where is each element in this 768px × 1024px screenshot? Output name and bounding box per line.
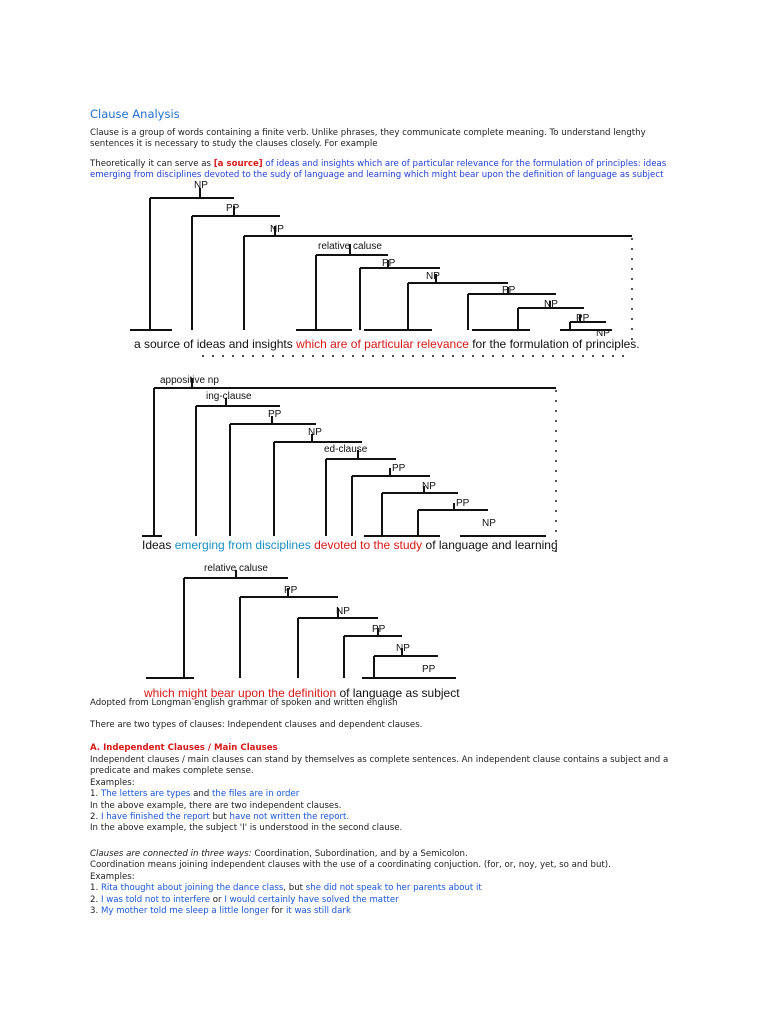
example-number: 1. (90, 789, 101, 800)
example-lead: Theoretically it can serve as (90, 159, 214, 169)
section-a-text: Independent clauses / main clauses can stand by themselves as complete sentences. An independent clause contains a subject and a predicate and makes complete sense. (90, 755, 669, 777)
tree1-label: NP (596, 328, 610, 339)
clause-text: The letters are types (100, 789, 191, 800)
tree2-sentence (142, 538, 558, 552)
tree2-label: PP (456, 498, 470, 509)
example-item (90, 789, 690, 800)
clause-types-paragraph: There are two types of clauses: Independent clauses and dependent clauses. (90, 720, 423, 730)
example-item (90, 895, 690, 906)
example-note: In the above example, there are two independent clauses. (90, 800, 342, 811)
tree1-label: PP (382, 258, 396, 269)
example-rest: of ideas and insights which are of particular relevance for the formulation of principles: ideas emerging from disciplines devoted to the sudy of language and learning which might bear upon the definition of language as subject (90, 159, 667, 181)
example-number: 1. (90, 883, 101, 894)
conjunction: , but (283, 883, 306, 894)
tree1-label: PP (502, 285, 516, 296)
clause-text: it was still dark (285, 906, 351, 917)
clause-tree-1 (120, 176, 640, 366)
tree2-label: PP (392, 463, 406, 474)
tree1-label: PP (226, 203, 240, 214)
clause-text: I have finished the report (100, 812, 210, 823)
clause-tree-3 (140, 560, 460, 702)
tree3-label: PP (372, 624, 386, 635)
example-note: In the above example, the subject 'I' is understood in the second clause. (90, 823, 403, 834)
examples-label: Examples: (90, 777, 135, 788)
tree2-sentence-part: of language and learning (422, 538, 558, 552)
coordination-definition: Coordination means joining independent clauses with the use of a coordinating conjuction. (for, or, noy, yet, so and but). (90, 860, 611, 871)
section-a-body (90, 755, 690, 835)
tree3-label: PP (284, 585, 298, 596)
clause-text: I was told not to interfere (100, 894, 211, 905)
tree1-sentence (134, 337, 640, 351)
example-highlight: [a source] (213, 159, 263, 169)
tree2-label: appositive np (160, 375, 219, 386)
example-item (90, 883, 690, 894)
clause-tree-2 (140, 370, 570, 556)
tree3-label: NP (336, 606, 350, 617)
tree2-sentence-part: Ideas (142, 538, 175, 552)
tree3-sentence-part: of language as subject (336, 686, 460, 700)
conjunction: but (209, 812, 230, 823)
source-note: Adopted from Longman english grammar of spoken and written english (90, 698, 398, 708)
tree1-sentence-part: a source of ideas and insights (134, 337, 297, 351)
connection-types: Coordination, Subordination, and by a Semicolon. (251, 849, 468, 859)
clause-text: she did not speak to her parents about it (305, 883, 482, 894)
section-a-heading: A. Independent Clauses / Main Clauses (90, 743, 278, 753)
tree1-label: relative caluse (318, 241, 382, 252)
tree3-label: PP (422, 664, 436, 675)
tree3-label: relative caluse (204, 563, 268, 574)
clause-text: I would certainly have solved the matter (224, 894, 399, 905)
conjunction: or (210, 894, 225, 905)
tree2-label: NP (422, 481, 436, 492)
clause-text: the files are in order (212, 789, 300, 800)
page-title: Clause Analysis (90, 107, 180, 121)
connection-section (90, 849, 690, 917)
example-item (90, 812, 690, 823)
tree3-sentence-part: which might bear upon the definition (144, 686, 337, 700)
connection-intro: Clauses are connected in three ways: (90, 849, 252, 859)
tree1-sentence-part: which are of particular relevance (296, 337, 469, 351)
conjunction: and (190, 789, 213, 800)
tree1-sentence-part: for the formulation of principles. (468, 337, 640, 351)
example-number: 3. (90, 906, 101, 917)
tree1-label: NP (426, 271, 440, 282)
example-number: 2. (90, 894, 101, 905)
tree2-label: ed-clause (324, 444, 368, 455)
clause-text: Rita thought about joining the dance class (100, 883, 284, 894)
example-item (90, 906, 690, 917)
intro-paragraph: Clause is a group of words containing a finite verb. Unlike phrases, they communicate complete meaning. To understand lengthy sentences it is necessary to study the clauses closely. For example (90, 128, 646, 150)
clause-text: My mother told me sleep a little longer (100, 906, 269, 917)
tree2-label: NP (308, 427, 322, 438)
tree1-label: NP (544, 299, 558, 310)
tree1-label: PP (576, 313, 590, 324)
example-number: 2. (90, 812, 101, 823)
tree2-label: ing-clause (206, 391, 252, 402)
tree2-sentence-part: emerging from disciplines (174, 538, 311, 552)
tree2-label: PP (268, 409, 282, 420)
tree1-label: NP (270, 224, 284, 235)
tree1-label: NP (194, 180, 208, 191)
tree3-label: NP (396, 643, 410, 654)
tree2-label: NP (482, 518, 496, 529)
clause-text: have not written the report. (229, 812, 350, 823)
tree2-sentence-part: devoted to the study (310, 538, 423, 552)
conjunction: for (268, 906, 286, 917)
examples-label: Examples: (90, 871, 135, 882)
